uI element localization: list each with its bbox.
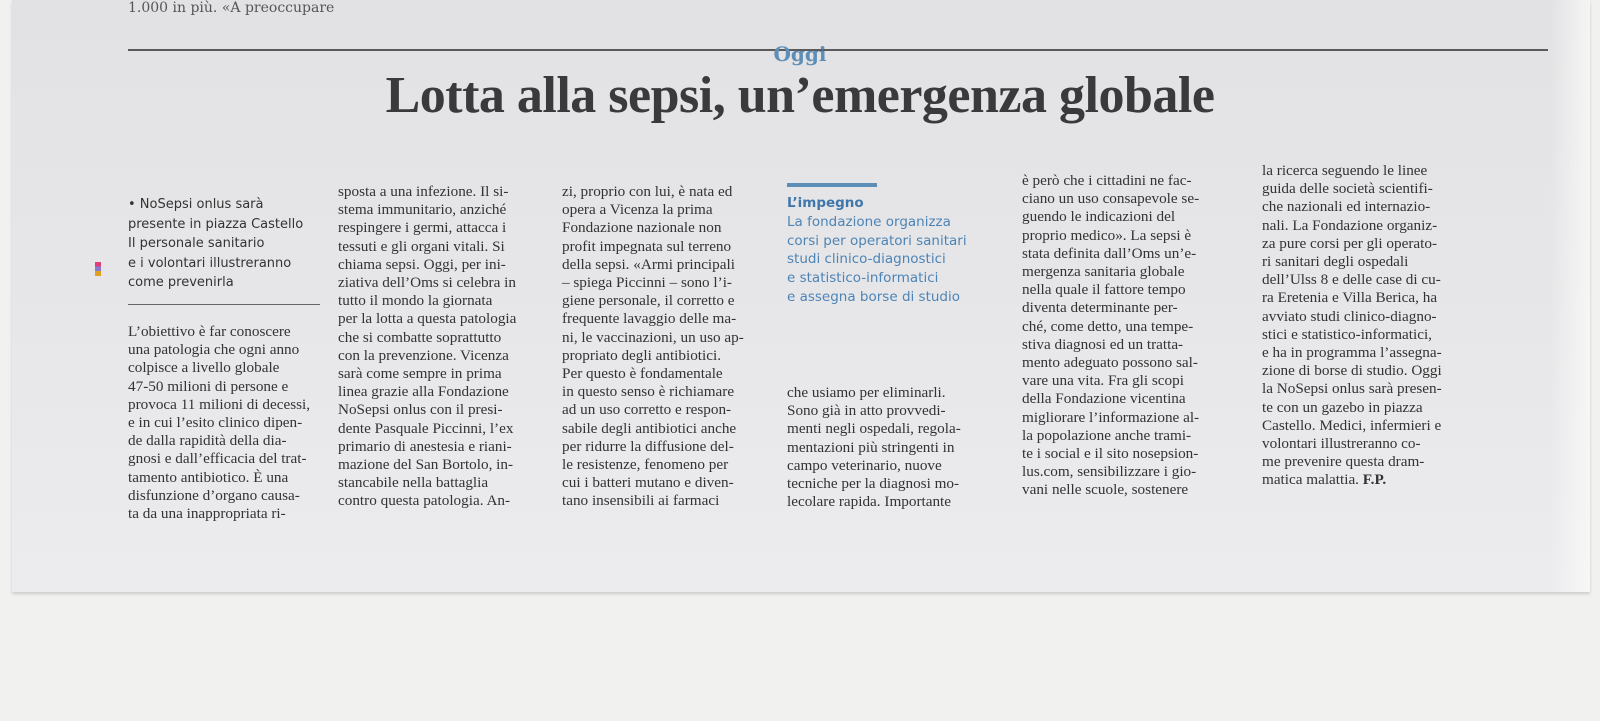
text-line: Castello. Medici, infermieri e bbox=[1262, 416, 1442, 434]
text-line: te con un gazebo in piazza bbox=[1262, 398, 1423, 416]
sidebar-rule bbox=[787, 183, 877, 187]
text-line: provoca 11 milioni di decessi, bbox=[128, 395, 311, 413]
sidebar-line: studi clinico-diagnostici bbox=[787, 251, 946, 268]
author-signature: F.P. bbox=[1362, 471, 1387, 489]
text-line: è però che i cittadini ne fac- bbox=[1022, 172, 1192, 189]
text-line: guendo le indicazioni del bbox=[1022, 208, 1176, 226]
text-line: ad un uso corretto e respon- bbox=[562, 401, 732, 419]
text-line: ziativa dell’Oms si celebra in bbox=[338, 274, 516, 292]
text-line: Sono già in atto provvedi- bbox=[787, 402, 946, 420]
text-line: con la prevenzione. Vicenza bbox=[338, 346, 509, 364]
article-column-5 bbox=[1022, 172, 1199, 500]
text-line: ri sanitari degli ospedali bbox=[1262, 253, 1409, 271]
text-line: opera a Vicenza la prima bbox=[562, 201, 713, 219]
text-line: tessuti e gli organi vitali. Si bbox=[338, 237, 505, 255]
article-column-6 bbox=[1262, 162, 1442, 490]
text-line: migliorare l’informazione al- bbox=[1022, 408, 1200, 426]
text-line: contro questa patologia. An- bbox=[338, 492, 511, 510]
article-summary bbox=[128, 195, 303, 293]
text-line: mentazioni più stringenti in bbox=[787, 438, 955, 456]
text-line: lus.com, sensibilizzare i gio- bbox=[1022, 463, 1197, 481]
summary-line: Il personale sanitario bbox=[128, 236, 265, 251]
text-line: mento adeguato possono sal- bbox=[1022, 354, 1198, 372]
text-line: primario di anestesia e riani- bbox=[338, 437, 512, 455]
text-line: menti negli ospedali, regola- bbox=[787, 420, 961, 438]
text-line: e ha in programma l’assegna- bbox=[1262, 344, 1442, 362]
text-line: per la lotta a questa patologia bbox=[338, 310, 517, 328]
text-line: la NoSepsi onlus sarà presen- bbox=[1262, 380, 1442, 398]
text-line: L’obiettivo è far conoscere bbox=[128, 323, 291, 340]
text-line: propriato degli antibiotici. bbox=[562, 346, 722, 364]
text-line: per ridurre la diffusione del- bbox=[562, 437, 734, 455]
text-line: una patologia che ogni anno bbox=[128, 341, 300, 359]
text-line: che nazionali ed internazio- bbox=[1262, 198, 1431, 216]
article-headline: Lotta alla sepsi, un’emergenza globale bbox=[385, 67, 1215, 124]
text-line: zi, proprio con lui, è nata ed bbox=[562, 183, 733, 200]
sidebar-line: e assegna borse di studio bbox=[787, 288, 961, 305]
text-line: za pure corsi per gli operato- bbox=[1262, 234, 1437, 252]
summary-line: • NoSepsi onlus sarà bbox=[128, 197, 264, 212]
text-line: lecolare rapida. Importante bbox=[787, 493, 952, 511]
text-line: ciano un uso consapevole se- bbox=[1022, 190, 1200, 208]
text-line: tamento antibiotico. È una bbox=[128, 468, 289, 486]
text-line: Fondazione nazionale non bbox=[562, 219, 722, 237]
text-line: dell’Ulss 8 e delle case di cu- bbox=[1262, 271, 1441, 289]
text-line: disfunzione d’organo causa- bbox=[128, 486, 300, 504]
summary-line: presente in piazza Castello bbox=[128, 216, 304, 232]
text-line: stema immunitario, anziché bbox=[338, 201, 507, 219]
text-line: sposta a una infezione. Il si- bbox=[338, 183, 509, 200]
text-line: ni, le vaccinazioni, un uso ap- bbox=[562, 328, 744, 346]
article-column-2 bbox=[338, 183, 516, 511]
text-line: stata definita dall’Oms un’e- bbox=[1022, 244, 1197, 262]
text-line: de dalla rapidità della dia- bbox=[128, 432, 287, 450]
text-line: mazione del San Bortolo, in- bbox=[338, 456, 514, 474]
text-line: guida delle società scientifi- bbox=[1262, 180, 1433, 198]
sidebar-box bbox=[787, 194, 967, 307]
text-line: Per questo è fondamentale bbox=[562, 365, 723, 383]
text-line: tutto il mondo la giornata bbox=[338, 292, 493, 310]
text-line: NoSepsi onlus con il presi- bbox=[338, 401, 503, 419]
text-line: della sepsi. «Armi principali bbox=[562, 255, 735, 273]
text-line: me prevenire questa dram- bbox=[1262, 453, 1425, 471]
text-line: le resistenze, fenomeno per bbox=[562, 456, 729, 474]
sidebar-line: e statistico-informatici bbox=[787, 270, 939, 287]
text-line: mergenza sanitaria globale bbox=[1022, 263, 1185, 281]
text-line: volontari illustreranno co- bbox=[1262, 435, 1421, 453]
text-line: chiama sepsi. Oggi, per ini- bbox=[338, 255, 506, 273]
text-line: respingere i germi, attacca i bbox=[338, 219, 507, 237]
text-line: nali. La Fondazione organiz- bbox=[1262, 216, 1438, 234]
text-line: frequente lavaggio delle ma- bbox=[562, 310, 737, 328]
text-line: che si combatte soprattutto bbox=[338, 328, 502, 346]
summary-divider bbox=[128, 304, 320, 305]
text-line: zione di borse di studio. Oggi bbox=[1262, 362, 1442, 380]
text-line: linea grazie alla Fondazione bbox=[338, 383, 509, 401]
text-line: vare una vita. Fra gli scopi bbox=[1022, 372, 1184, 390]
text-line: ché, come detto, una tempe- bbox=[1022, 317, 1194, 335]
text-line: ta da una inappropriata ri- bbox=[128, 505, 286, 523]
text-line: sabile degli antibiotici anche bbox=[562, 419, 737, 437]
article-kicker: Oggi bbox=[773, 42, 827, 66]
article-column-3 bbox=[562, 183, 744, 511]
text-line: cui i batteri mutano e diven- bbox=[562, 474, 734, 492]
article-column-4 bbox=[787, 384, 961, 511]
text-line: – spiega Piccinni – sono l’i- bbox=[562, 274, 732, 292]
sidebar-title: L’impegno bbox=[787, 195, 864, 211]
color-marker-icon bbox=[95, 262, 101, 276]
text-line: ra Eretenia e Villa Berica, ha bbox=[1262, 289, 1438, 307]
text-line: dente Pasquale Piccinni, l’ex bbox=[338, 419, 514, 437]
text-line: in questo senso è richiamare bbox=[562, 383, 735, 401]
text-line: proprio medico». La sepsi è bbox=[1022, 226, 1192, 244]
text-line: della Fondazione vicentina bbox=[1022, 390, 1186, 408]
summary-line: come prevenirla bbox=[128, 275, 234, 290]
text-line: e in cui l’esito clinico dipen- bbox=[128, 414, 303, 432]
text-line: avviato studi clinico-diagno- bbox=[1262, 307, 1437, 325]
text-line: che usiamo per eliminarli. bbox=[787, 384, 946, 401]
text-line: stancabile nella battaglia bbox=[338, 474, 489, 492]
text-line: tecniche per la diagnosi mo- bbox=[787, 475, 960, 493]
text-line: nella quale il fattore tempo bbox=[1022, 281, 1186, 299]
text-line: stiva diagnosi ed un tratta- bbox=[1022, 335, 1184, 353]
text-line: te i social e il sito nosepsion- bbox=[1022, 445, 1199, 463]
text-line: diventa determinante per- bbox=[1022, 299, 1178, 317]
text-line: stici e statistico-informatici, bbox=[1262, 325, 1432, 343]
text-line: vani nelle scuole, sostenere bbox=[1022, 481, 1189, 499]
summary-line: e i volontari illustreranno bbox=[128, 255, 292, 271]
sidebar-line: corsi per operatori sanitari bbox=[787, 232, 967, 249]
sidebar-line: La fondazione organizza bbox=[787, 213, 951, 230]
text-line: profit impegnata sul terreno bbox=[562, 237, 732, 255]
text-line: colpisce a livello globale bbox=[128, 359, 280, 377]
text-line: sarà come sempre in prima bbox=[338, 365, 502, 383]
text-line: giene personale, il corretto e bbox=[562, 292, 735, 310]
text-line: tano insensibili ai farmaci bbox=[562, 492, 720, 510]
article-column-1 bbox=[128, 323, 310, 523]
text-line: campo veterinario, nuove bbox=[787, 456, 942, 474]
text-line: 47-50 milioni di persone e bbox=[128, 377, 289, 395]
text-line: gnosi e dall’efficacia del trat- bbox=[128, 450, 307, 468]
text-line: la ricerca seguendo le linee bbox=[1262, 162, 1428, 179]
text-line: matica malattia. F.P. bbox=[1262, 471, 1387, 489]
text-line: la popolazione anche trami- bbox=[1022, 426, 1192, 444]
previous-article-snippet: 1.000 in più. «A preoccupare bbox=[128, 0, 335, 16]
